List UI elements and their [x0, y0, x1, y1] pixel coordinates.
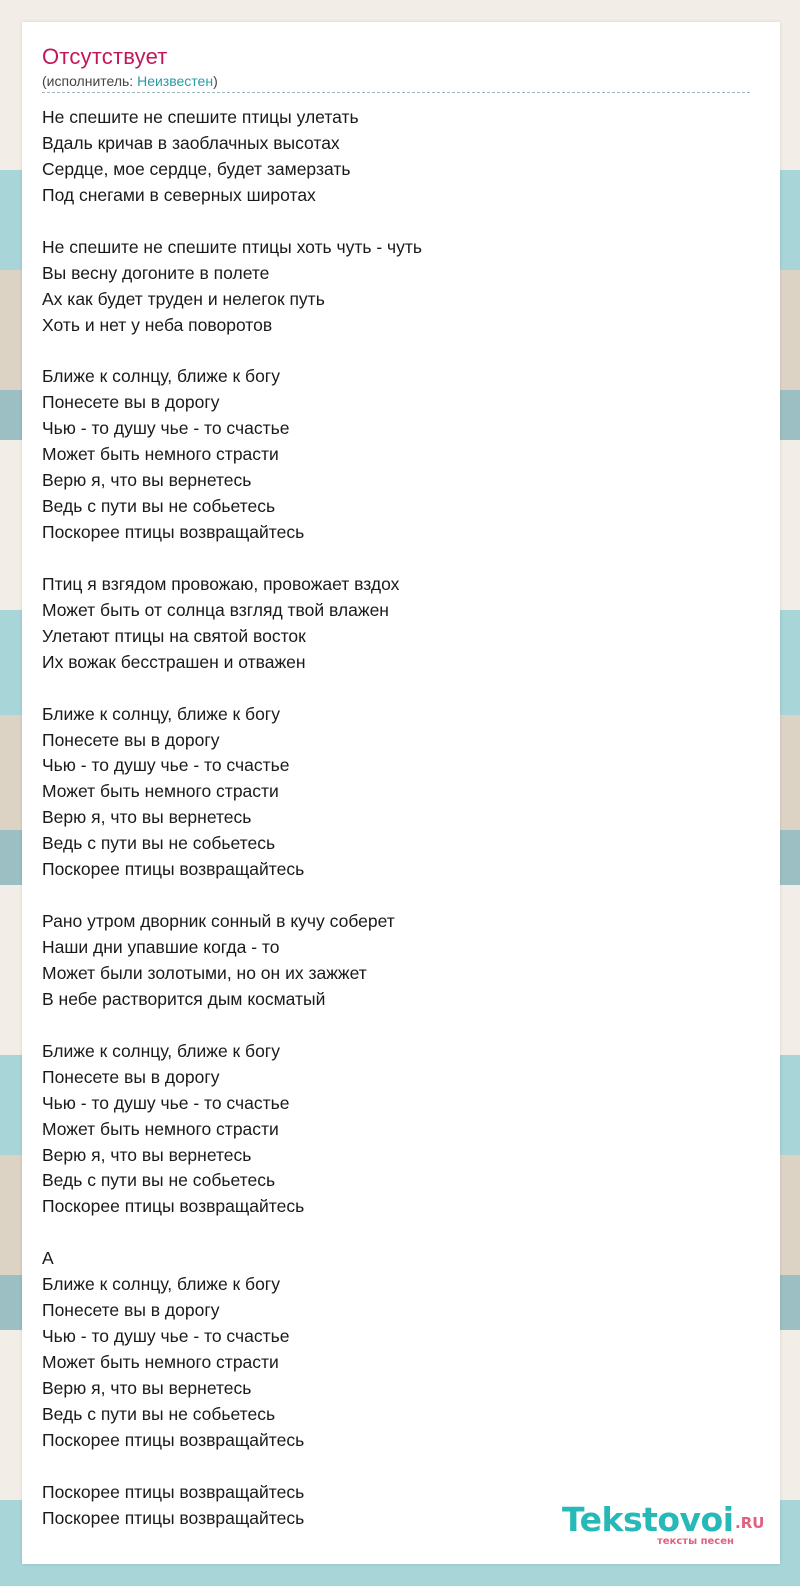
lyric-line: Чью - то душу чье - то счастье	[42, 1326, 290, 1347]
lyric-line	[42, 1220, 742, 1246]
lyric-line: Ближе к солнцу, ближе к богу	[42, 703, 280, 724]
lyric-line: Верю я, что вы вернетесь	[42, 1377, 252, 1398]
lyric-line: В небе растворится дым косматый	[42, 988, 326, 1009]
lyric-line: Не спешите не спешите птицы хоть чуть - чуть	[42, 236, 423, 257]
lyric-line: Поскорее птицы возвращайтесь	[42, 1481, 305, 1502]
lyric-line	[42, 676, 742, 702]
lyric-line: Понесете вы в дорогу	[42, 729, 220, 750]
lyric-line: Может быть от солнца взгляд твой влажен	[42, 599, 389, 620]
lyric-line: Поскорее птицы возвращайтесь	[42, 1196, 305, 1217]
performer-line	[42, 73, 218, 89]
song-title: Отсутствует	[42, 44, 168, 69]
lyric-line: Чью - то душу чье - то счастье	[42, 755, 290, 776]
lyric-line: Вы весну догоните в полете	[42, 262, 270, 283]
lyric-line: Чью - то душу чье - то счастье	[42, 1092, 290, 1113]
lyric-line: Понесете вы в дорогу	[42, 1066, 220, 1087]
lyric-line: Верю я, что вы вернетесь	[42, 1144, 252, 1165]
lyric-line: Ведь с пути вы не собьетесь	[42, 833, 276, 854]
lyric-line: Чью - то душу чье - то счастье	[42, 418, 290, 439]
lyric-line: Ах как будет труден и нелегок путь	[42, 288, 325, 309]
lyric-line	[42, 546, 742, 572]
lyric-line: Может быть немного страсти	[42, 1352, 279, 1372]
lyric-line: Под снегами в северных широтах	[42, 184, 316, 205]
lyric-line: Сердце, мое сердце, будет замерзать	[42, 158, 351, 179]
lyric-line: Понесете вы в дорогу	[42, 1300, 220, 1321]
logo-tagline: тексты песен	[657, 1536, 734, 1547]
lyric-line: Улетают птицы на святой восток	[42, 625, 306, 646]
lyric-line: Понесете вы в дорогу	[42, 392, 220, 413]
logo-wordmark: Tekstovoi	[562, 1500, 734, 1539]
lyric-line: Ведь с пути вы не собьетесь	[42, 496, 276, 517]
lyric-line: Поскорее птицы возвращайтесь	[42, 1507, 305, 1528]
lyric-line: Не спешите не спешите птицы улетать	[42, 107, 359, 127]
lyric-line: Верю я, что вы вернетесь	[42, 470, 252, 491]
title-divider	[42, 92, 750, 93]
lyric-line	[42, 1454, 742, 1480]
lyric-line: Ближе к солнцу, ближе к богу	[42, 1274, 280, 1295]
site-logo[interactable]	[562, 1500, 772, 1550]
lyric-line: Ведь с пути вы не собьетесь	[42, 1403, 276, 1424]
lyric-line: Наши дни упавшие когда - то	[42, 937, 280, 957]
lyric-line: Вдаль кричав в заоблачных высотах	[42, 132, 340, 153]
lyric-line	[42, 338, 742, 364]
lyrics-card	[22, 22, 780, 1564]
lyric-line: Может быть немного страсти	[42, 444, 279, 465]
lyric-line: А	[42, 1248, 54, 1269]
lyric-line: Птиц я взгядом провожаю, провожает вздох	[42, 573, 400, 594]
logo-domain: .RU	[735, 1514, 765, 1532]
lyric-line: Верю я, что вы вернетесь	[42, 807, 252, 828]
lyric-line: Может были золотыми, но он их зажжет	[42, 962, 367, 983]
lyric-line	[42, 209, 742, 235]
lyric-line: Поскорее птицы возвращайтесь	[42, 859, 305, 880]
lyric-line: Ближе к солнцу, ближе к богу	[42, 366, 280, 387]
lyrics-text	[42, 105, 742, 1532]
lyric-line: Ведь с пути вы не собьетесь	[42, 1170, 276, 1191]
lyric-line: Поскорее птицы возвращайтесь	[42, 522, 305, 542]
lyric-line: Их вожак бесстрашен и отважен	[42, 651, 306, 672]
lyric-line: Может быть немного страсти	[42, 781, 279, 802]
performer-link[interactable]: Неизвестен	[137, 73, 214, 89]
performer-close: )	[213, 73, 218, 89]
lyric-line: Поскорее птицы возвращайтесь	[42, 1429, 305, 1450]
lyric-line: Ближе к солнцу, ближе к богу	[42, 1040, 280, 1061]
lyric-line	[42, 883, 742, 909]
lyric-line: Хоть и нет у неба поворотов	[42, 314, 273, 335]
lyric-line: Может быть немного страсти	[42, 1118, 279, 1139]
performer-label: (исполнитель:	[42, 73, 138, 89]
lyric-line	[42, 1013, 742, 1039]
lyric-line: Рано утром дворник сонный в кучу соберет	[42, 911, 395, 932]
